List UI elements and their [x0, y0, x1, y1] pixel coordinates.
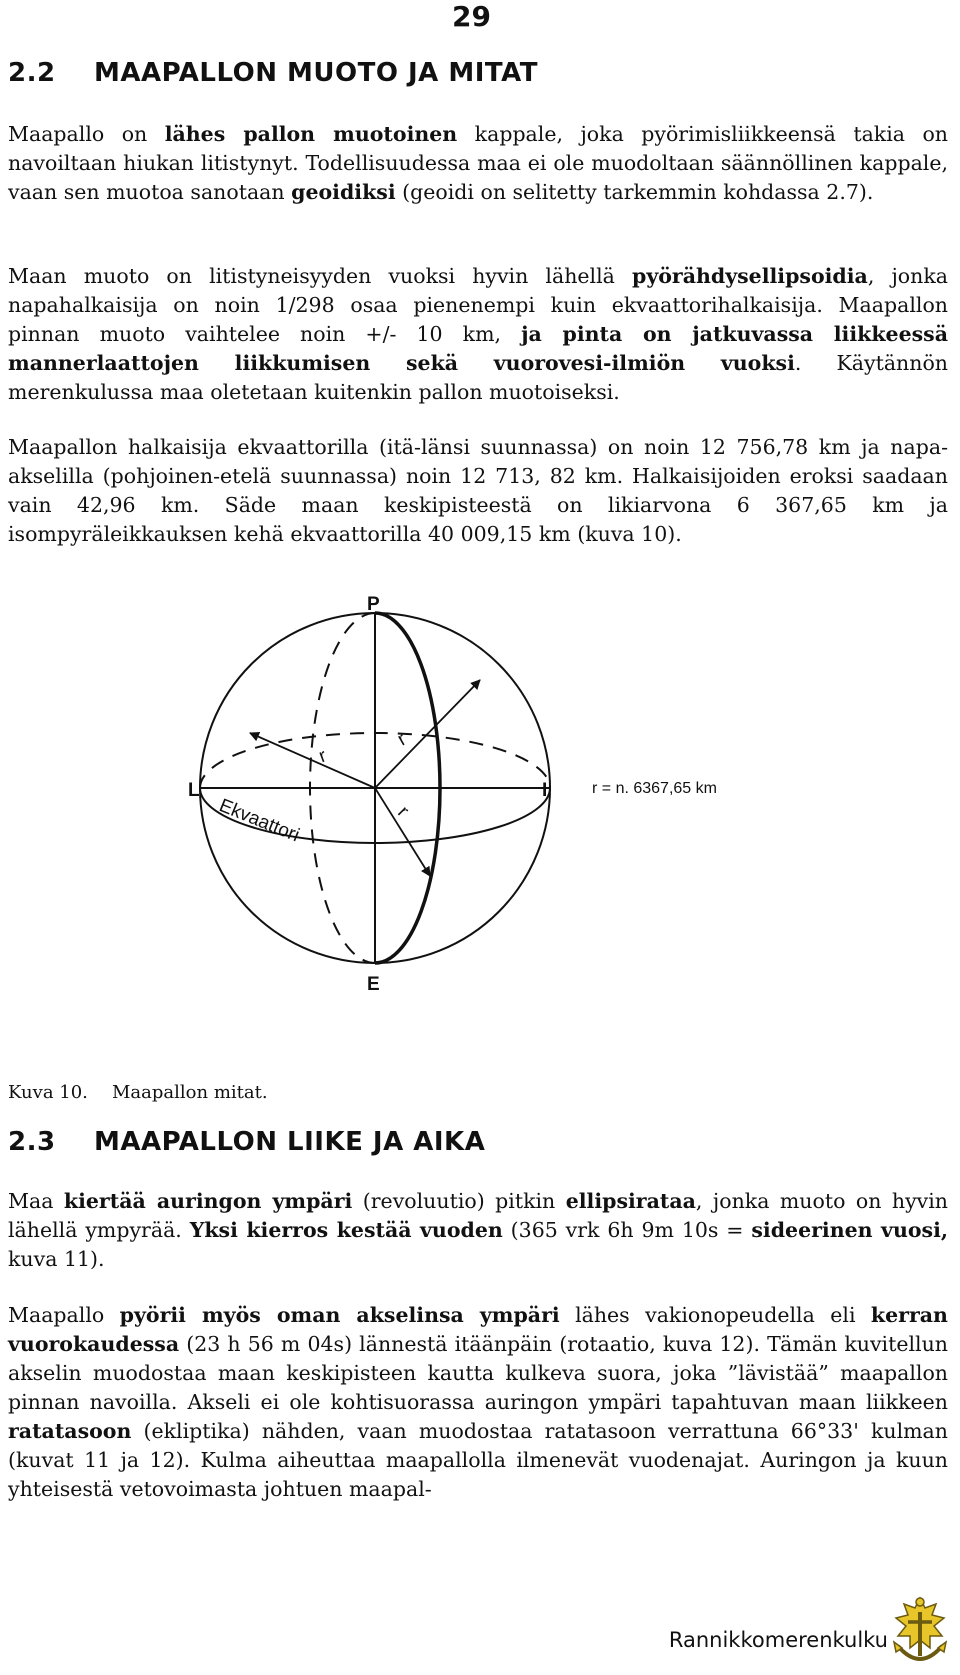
text-run: Maapallo on [8, 122, 165, 146]
equator-label: Ekvaattori [216, 795, 303, 847]
caption-text: Maapallon mitat. [112, 1082, 268, 1103]
label-east: I [542, 780, 548, 801]
label-radius-1: r [316, 745, 330, 768]
section-number: 2.3 [8, 1127, 56, 1157]
bold-term: kerran vuorokaudessa [8, 1303, 948, 1356]
caption-label: Kuva 10. [8, 1082, 88, 1103]
text-run: lähes vakionopeudella eli [559, 1303, 871, 1327]
text-run: (ekliptika) nähden, vaan muodostaa ratatasoon verrattuna 66°33' kulman (kuvat 11 ja 12). Kulma aiheuttaa maapallolla ilmenevät vuodenajat. Auringon ja kuun yhteisestä vetovoimasta johtuen maapal- [8, 1419, 948, 1501]
text-run: kuva 11). [8, 1247, 105, 1271]
footer-brand: Rannikkomerenkulku [668, 1628, 888, 1652]
bold-term: ratatasoon [8, 1419, 132, 1443]
bold-term: ja pinta on jatkuvassa liikkeessä mannerlaattojen liikkumisen sekä vuorovesi-ilmiön vuoksi [8, 322, 948, 375]
text-run: kappale, joka pyörimisliikkeensä takia on navoiltaan hiukan litistynyt. Todellisuudessa maa ei ole muodoltaan säännöllinen kappale, vaan sen muotoa sanotaan [8, 122, 948, 204]
text-run: (365 vrk 6h 9m 10s = [502, 1218, 752, 1242]
bold-term: pyörähdysellipsoidia [631, 264, 868, 288]
text-run: Maa [8, 1189, 64, 1213]
section-heading-2-3 [8, 1127, 485, 1157]
bold-term: sideerinen vuosi, [751, 1218, 948, 1242]
text-run: (geoidi on selitetty tarkemmin kohdassa 2.7). [395, 180, 874, 204]
bold-term: ellipsirataa [565, 1189, 696, 1213]
earth-dimensions-diagram [0, 594, 960, 1050]
paragraph-shape-intro [8, 120, 948, 207]
section-title: MAAPALLON LIIKE JA AIKA [94, 1127, 486, 1157]
text-run: . Käytännön merenkulussa maa oletetaan kuitenkin pallon muotoiseksi. [8, 351, 948, 404]
bold-term: geoidiksi [291, 180, 396, 204]
text-run: Maan muoto on litistyneisyyden vuoksi hyvin lähellä [8, 264, 632, 288]
section-heading-2-2 [8, 58, 538, 88]
anchor-emblem-logo [884, 1594, 956, 1670]
bold-term: pyörii myös oman akselinsa ympäri [119, 1303, 560, 1327]
text-run: , jonka napahalkaisija on noin 1/298 osaa pienenempi kuin ekvaattorihalkaisija. Maapallon pinnan muoto vaihtelee noin +/- 10 km, [8, 264, 948, 346]
text-run: (revoluutio) pitkin [352, 1189, 566, 1213]
text-run: , jonka muoto on hyvin lähellä ympyrää. [8, 1189, 948, 1242]
section-number: 2.2 [8, 58, 56, 88]
paragraph-revolution [8, 1187, 948, 1274]
text-run: Maapallo [8, 1303, 120, 1327]
radius-note: r = n. 6367,65 km [592, 780, 717, 797]
radius-arrow-upper-right [375, 680, 480, 788]
text-run: (23 h 56 m 04s) lännestä itäänpäin (rotaatio, kuva 12). Tämän kuvitellun akselin muodostaa maan keskipisteen kautta kulkeva suora, joka ”lävistää” maapallon pinnan navoilla. Akseli ei ole kohtisuorassa auringon ympäri tapahtuvan maan liikkeen [8, 1332, 948, 1414]
figure-caption [8, 1082, 268, 1103]
label-radius-3: r [393, 802, 413, 822]
bold-term: kiertää auringon ympäri [63, 1189, 353, 1213]
paragraph-ellipsoid [8, 262, 948, 407]
bold-term: lähes pallon muotoinen [164, 122, 458, 146]
bold-term: Yksi kierros kestää vuoden [189, 1218, 503, 1242]
label-pole-south: E [367, 974, 380, 995]
paragraph-rotation [8, 1301, 948, 1504]
label-west: L [188, 780, 200, 801]
radius-arrow-lower [375, 788, 430, 876]
paragraph-dimensions [8, 433, 948, 549]
label-pole-north: P [367, 594, 380, 615]
section-title: MAAPALLON MUOTO JA MITAT [94, 58, 538, 88]
label-radius-2: r [394, 729, 411, 751]
page-number: 29 [452, 0, 491, 33]
text-run: Maapallon halkaisija ekvaattorilla (itä-länsi suunnassa) on noin 12 756,78 km ja napa-akselilla (pohjoinen-etelä suunnassa) noin 12 713, 82 km. Halkaisijoiden eroksi saadaan vain 42,96 km. Säde maan keskipisteestä on likiarvona 6 367,65 km ja isompyräleikkauksen kehä ekvaattorilla 40 009,15 km (kuva 10). [8, 435, 948, 546]
